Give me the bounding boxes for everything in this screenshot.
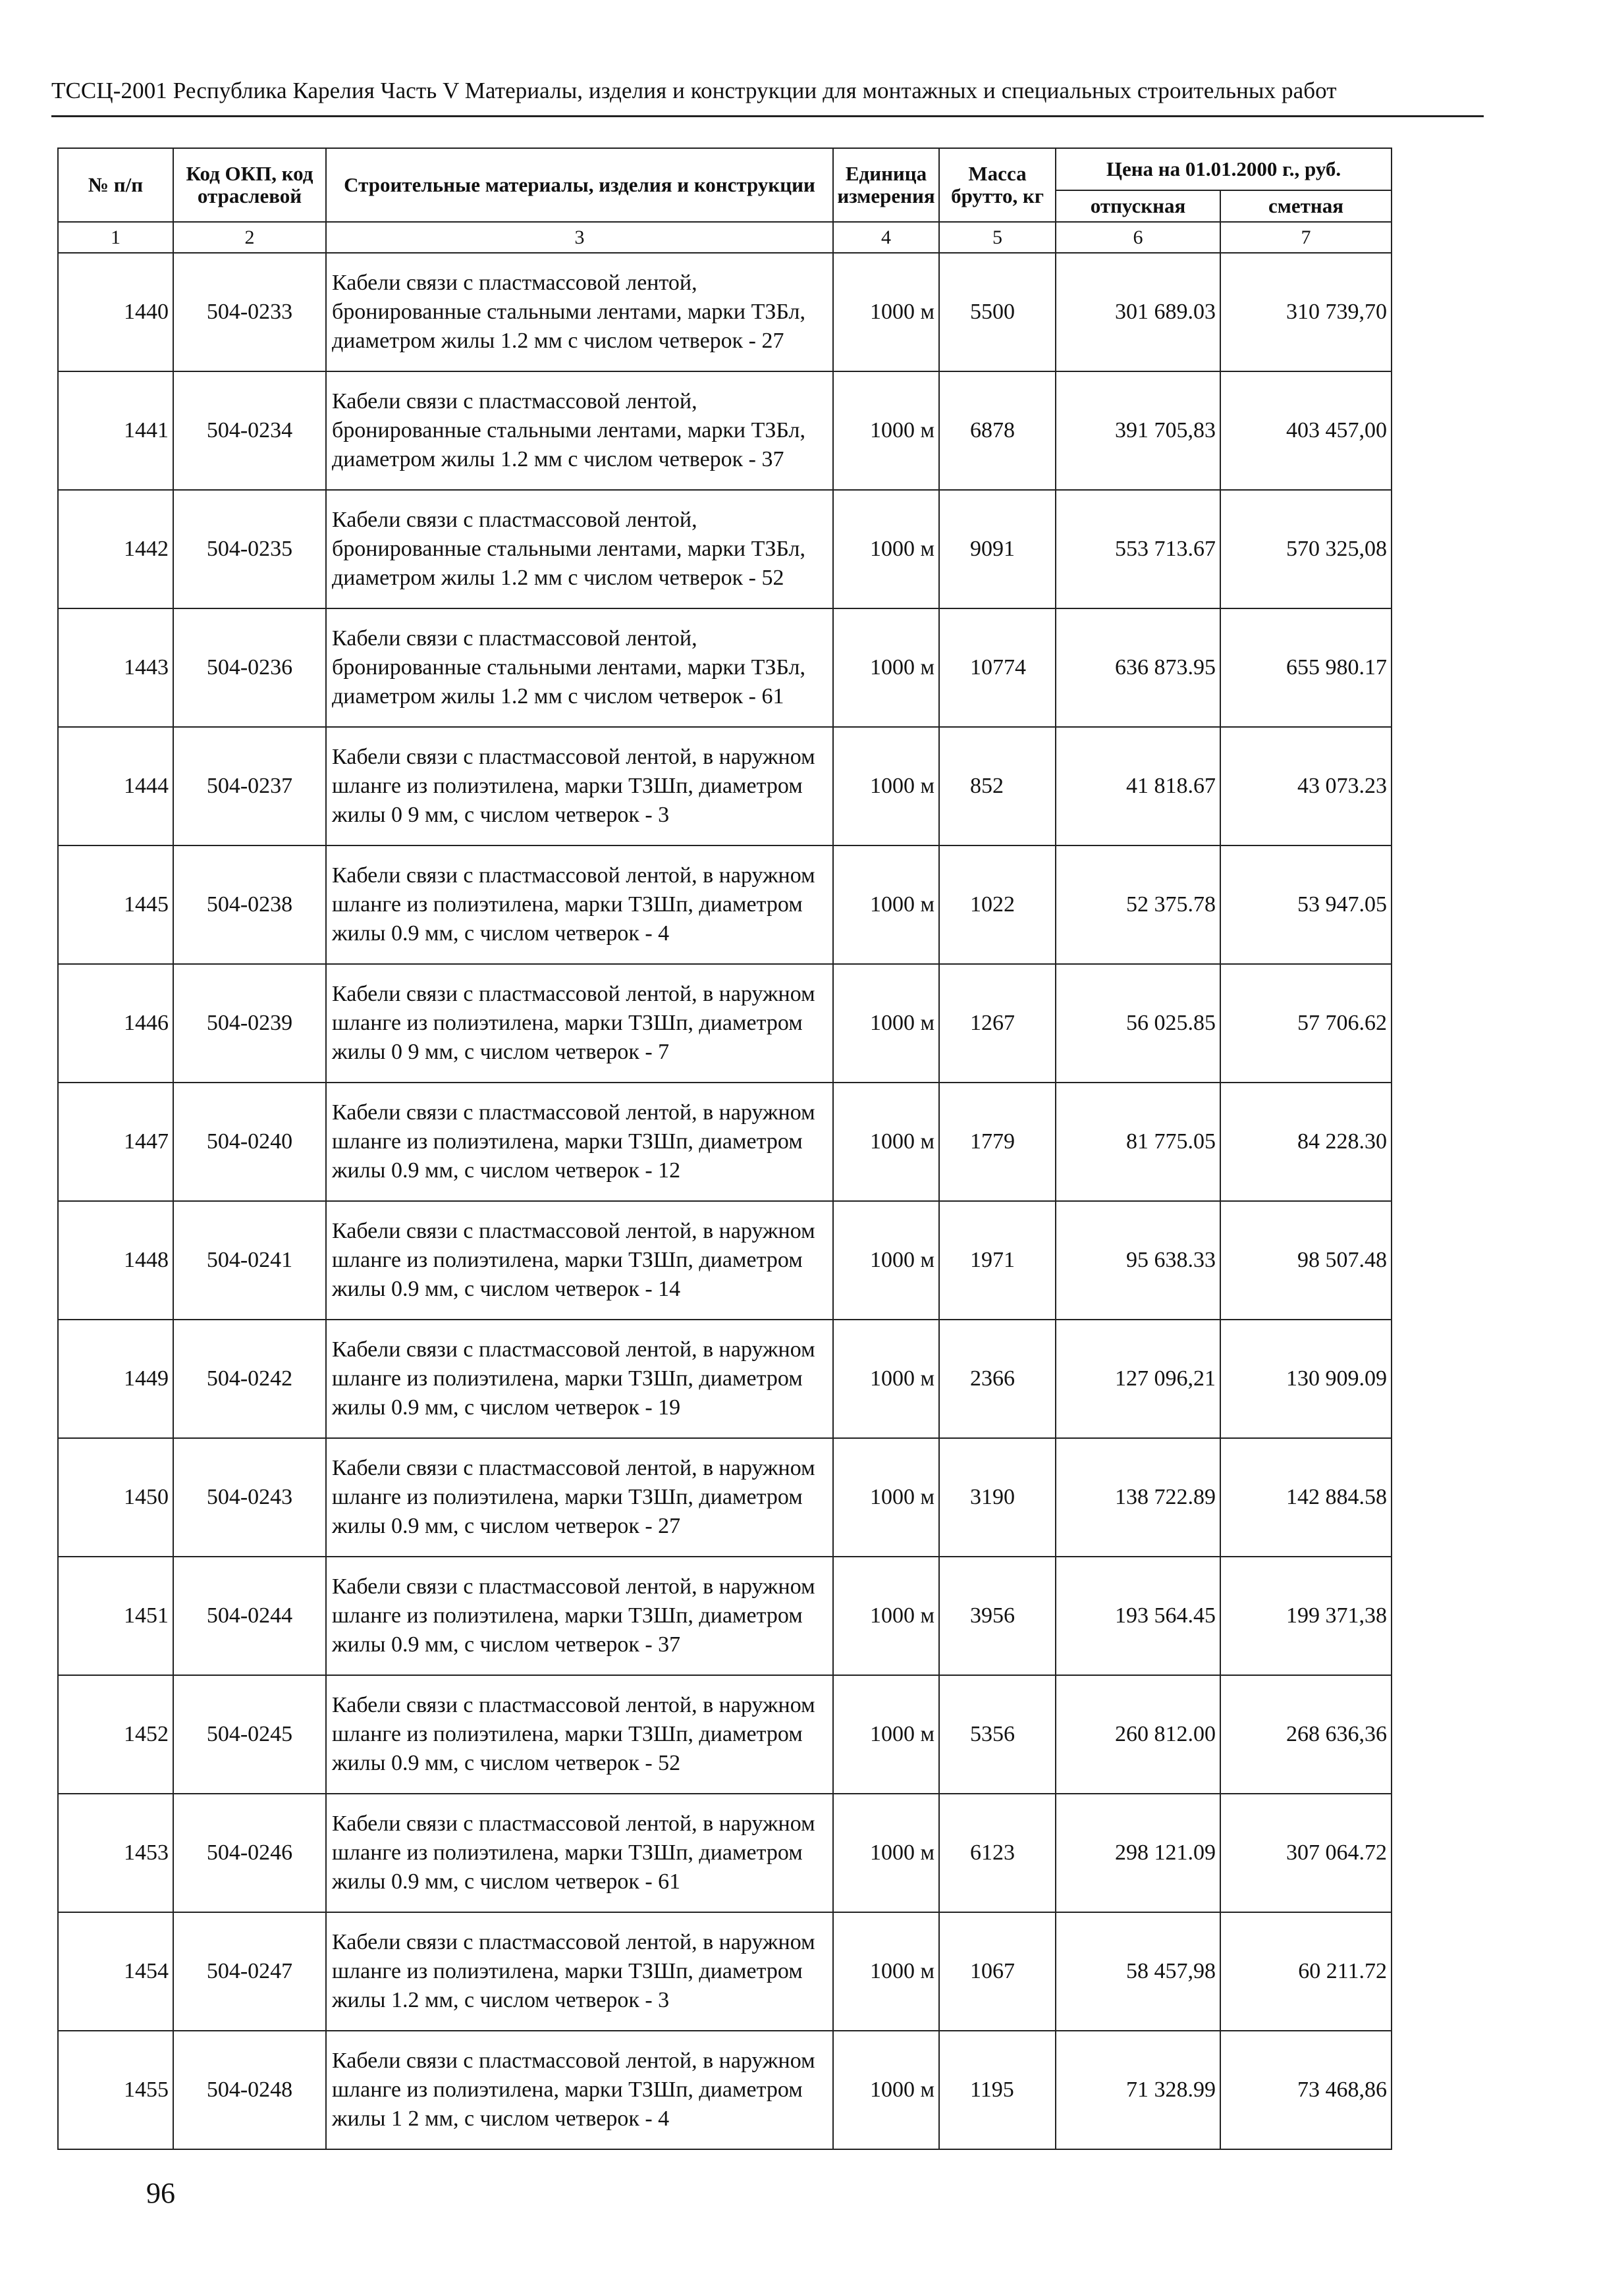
table-row [58, 1794, 1392, 1912]
row-price-estimate: 60 211.72 [1220, 1912, 1392, 2031]
row-code: 504-0237 [173, 727, 326, 845]
row-price-estimate: 310 739,70 [1220, 253, 1392, 371]
row-number: 1452 [58, 1675, 173, 1794]
running-header: ТССЦ-2001 Республика Карелия Часть V Материалы, изделия и конструкции для монтажных и специальных строительных работ [51, 78, 1337, 103]
row-unit: 1000 м [833, 727, 939, 845]
column-number: 6 [1056, 222, 1220, 253]
row-code: 504-0242 [173, 1320, 326, 1438]
table-row [58, 1675, 1392, 1794]
row-material-name: Кабели связи с пластмассовой лентой, в наружном шланге из полиэтилена, марки ТЗШп, диаметром жилы 0.9 мм, с числом четверок - 37 [326, 1557, 833, 1675]
row-price-release: 138 722.89 [1056, 1438, 1220, 1557]
row-mass: 1267 [939, 964, 1056, 1083]
row-code: 504-0239 [173, 964, 326, 1083]
table-row [58, 1438, 1392, 1557]
row-material-name: Кабели связи с пластмассовой лентой, в наружном шланге из полиэтилена, марки ТЗШп, диаметром жилы 0.9 мм, с числом четверок - 12 [326, 1083, 833, 1201]
row-number: 1451 [58, 1557, 173, 1675]
row-price-release: 553 713.67 [1056, 490, 1220, 608]
table-header [58, 148, 1392, 253]
header-unit: Единица измерения [833, 148, 939, 222]
row-code: 504-0246 [173, 1794, 326, 1912]
row-mass: 2366 [939, 1320, 1056, 1438]
row-code: 504-0244 [173, 1557, 326, 1675]
row-price-release: 95 638.33 [1056, 1201, 1220, 1320]
row-price-estimate: 403 457,00 [1220, 371, 1392, 490]
header-row [58, 148, 1392, 190]
row-unit: 1000 м [833, 964, 939, 1083]
row-unit: 1000 м [833, 1083, 939, 1201]
row-code: 504-0247 [173, 1912, 326, 2031]
header-price-release: отпускная [1056, 190, 1220, 222]
table-row [58, 490, 1392, 608]
row-code: 504-0241 [173, 1201, 326, 1320]
table-row [58, 1083, 1392, 1201]
column-number: 5 [939, 222, 1056, 253]
row-mass: 1022 [939, 845, 1056, 964]
row-number: 1448 [58, 1201, 173, 1320]
row-code: 504-0235 [173, 490, 326, 608]
row-material-name: Кабели связи с пластмассовой лентой, в наружном шланге из полиэтилена, марки ТЗШп, диаметром жилы 0.9 мм, с числом четверок - 4 [326, 845, 833, 964]
row-mass: 6123 [939, 1794, 1056, 1912]
header-price-estimate: сметная [1220, 190, 1392, 222]
header-code: Код ОКП, код отраслевой [173, 148, 326, 222]
row-price-release: 58 457,98 [1056, 1912, 1220, 2031]
row-price-release: 193 564.45 [1056, 1557, 1220, 1675]
row-code: 504-0243 [173, 1438, 326, 1557]
column-number: 4 [833, 222, 939, 253]
row-number: 1441 [58, 371, 173, 490]
row-price-estimate: 199 371,38 [1220, 1557, 1392, 1675]
row-price-release: 260 812.00 [1056, 1675, 1220, 1794]
table-row [58, 2031, 1392, 2149]
column-number: 7 [1220, 222, 1392, 253]
table-row [58, 727, 1392, 845]
row-number: 1455 [58, 2031, 173, 2149]
table-row [58, 845, 1392, 964]
row-number: 1444 [58, 727, 173, 845]
row-mass: 1971 [939, 1201, 1056, 1320]
row-price-estimate: 53 947.05 [1220, 845, 1392, 964]
row-material-name: Кабели связи с пластмассовой лентой, в наружном шланге из полиэтилена, марки ТЗШп, диаметром жилы 1.2 мм, с числом четверок - 3 [326, 1912, 833, 2031]
row-price-estimate: 73 468,86 [1220, 2031, 1392, 2149]
row-price-release: 52 375.78 [1056, 845, 1220, 964]
row-price-release: 127 096,21 [1056, 1320, 1220, 1438]
row-unit: 1000 м [833, 1912, 939, 2031]
column-number-row [58, 222, 1392, 253]
row-material-name: Кабели связи с пластмассовой лентой, в наружном шланге из полиэтилена, марки ТЗШп, диаметром жилы 0 9 мм, с числом четверок - 7 [326, 964, 833, 1083]
row-mass: 852 [939, 727, 1056, 845]
table-row [58, 1912, 1392, 2031]
header-name: Строительные материалы, изделия и конструкции [326, 148, 833, 222]
table-row [58, 1201, 1392, 1320]
row-price-release: 636 873.95 [1056, 608, 1220, 727]
row-price-release: 298 121.09 [1056, 1794, 1220, 1912]
table-body [58, 253, 1392, 2149]
row-mass: 10774 [939, 608, 1056, 727]
row-number: 1440 [58, 253, 173, 371]
row-code: 504-0233 [173, 253, 326, 371]
row-material-name: Кабели связи с пластмассовой лентой, бронированные стальными лентами, марки ТЗБл, диаметром жилы 1.2 мм с числом четверок - 27 [326, 253, 833, 371]
row-number: 1445 [58, 845, 173, 964]
row-mass: 5500 [939, 253, 1056, 371]
row-material-name: Кабели связи с пластмассовой лентой, бронированные стальными лентами, марки ТЗБл, диаметром жилы 1.2 мм с числом четверок - 37 [326, 371, 833, 490]
row-price-estimate: 655 980.17 [1220, 608, 1392, 727]
row-price-release: 41 818.67 [1056, 727, 1220, 845]
row-material-name: Кабели связи с пластмассовой лентой, в наружном шланге из полиэтилена, марки ТЗШп, диаметром жилы 0 9 мм, с числом четверок - 3 [326, 727, 833, 845]
row-unit: 1000 м [833, 845, 939, 964]
row-unit: 1000 м [833, 1201, 939, 1320]
row-price-release: 71 328.99 [1056, 2031, 1220, 2149]
row-unit: 1000 м [833, 608, 939, 727]
row-price-release: 56 025.85 [1056, 964, 1220, 1083]
row-code: 504-0248 [173, 2031, 326, 2149]
row-material-name: Кабели связи с пластмассовой лентой, в наружном шланге из полиэтилена, марки ТЗШп, диаметром жилы 0.9 мм, с числом четверок - 61 [326, 1794, 833, 1912]
header-price-group: Цена на 01.01.2000 г., руб. [1056, 148, 1392, 190]
row-unit: 1000 м [833, 1675, 939, 1794]
row-number: 1449 [58, 1320, 173, 1438]
row-material-name: Кабели связи с пластмассовой лентой, бронированные стальными лентами, марки ТЗБл, диаметром жилы 1.2 мм с числом четверок - 52 [326, 490, 833, 608]
header-mass: Масса брутто, кг [939, 148, 1056, 222]
page-number: 96 [146, 2177, 175, 2209]
row-unit: 1000 м [833, 253, 939, 371]
row-material-name: Кабели связи с пластмассовой лентой, в наружном шланге из полиэтилена, марки ТЗШп, диаметром жилы 1 2 мм, с числом четверок - 4 [326, 2031, 833, 2149]
row-material-name: Кабели связи с пластмассовой лентой, в наружном шланге из полиэтилена, марки ТЗШп, диаметром жилы 0.9 мм, с числом четверок - 27 [326, 1438, 833, 1557]
table-row [58, 964, 1392, 1083]
row-number: 1447 [58, 1083, 173, 1201]
row-price-release: 81 775.05 [1056, 1083, 1220, 1201]
row-unit: 1000 м [833, 2031, 939, 2149]
row-unit: 1000 м [833, 1794, 939, 1912]
row-price-estimate: 268 636,36 [1220, 1675, 1392, 1794]
row-price-release: 391 705,83 [1056, 371, 1220, 490]
row-material-name: Кабели связи с пластмассовой лентой, в наружном шланге из полиэтилена, марки ТЗШп, диаметром жилы 0.9 мм, с числом четверок - 14 [326, 1201, 833, 1320]
row-number: 1446 [58, 964, 173, 1083]
row-price-estimate: 98 507.48 [1220, 1201, 1392, 1320]
row-unit: 1000 м [833, 1320, 939, 1438]
row-code: 504-0236 [173, 608, 326, 727]
row-number: 1454 [58, 1912, 173, 2031]
row-price-release: 301 689.03 [1056, 253, 1220, 371]
row-mass: 1779 [939, 1083, 1056, 1201]
row-number: 1443 [58, 608, 173, 727]
row-price-estimate: 307 064.72 [1220, 1794, 1392, 1912]
row-material-name: Кабели связи с пластмассовой лентой, бронированные стальными лентами, марки ТЗБл, диаметром жилы 1.2 мм с числом четверок - 61 [326, 608, 833, 727]
table-row [58, 1320, 1392, 1438]
header-num: № п/п [58, 148, 173, 222]
row-code: 504-0245 [173, 1675, 326, 1794]
row-price-estimate: 570 325,08 [1220, 490, 1392, 608]
row-price-estimate: 43 073.23 [1220, 727, 1392, 845]
table-row [58, 253, 1392, 371]
table-row [58, 608, 1392, 727]
row-number: 1450 [58, 1438, 173, 1557]
row-code: 504-0238 [173, 845, 326, 964]
row-mass: 3190 [939, 1438, 1056, 1557]
row-unit: 1000 м [833, 371, 939, 490]
row-price-estimate: 84 228.30 [1220, 1083, 1392, 1201]
row-code: 504-0240 [173, 1083, 326, 1201]
row-material-name: Кабели связи с пластмассовой лентой, в наружном шланге из полиэтилена, марки ТЗШп, диаметром жилы 0.9 мм, с числом четверок - 52 [326, 1675, 833, 1794]
row-price-estimate: 142 884.58 [1220, 1438, 1392, 1557]
column-number: 1 [58, 222, 173, 253]
row-code: 504-0234 [173, 371, 326, 490]
row-mass: 1067 [939, 1912, 1056, 2031]
row-unit: 1000 м [833, 490, 939, 608]
table-row [58, 371, 1392, 490]
column-number: 3 [326, 222, 833, 253]
row-unit: 1000 м [833, 1557, 939, 1675]
table-row [58, 1557, 1392, 1675]
row-number: 1442 [58, 490, 173, 608]
row-mass: 5356 [939, 1675, 1056, 1794]
row-number: 1453 [58, 1794, 173, 1912]
header-rule [51, 115, 1484, 117]
row-mass: 3956 [939, 1557, 1056, 1675]
row-price-estimate: 130 909.09 [1220, 1320, 1392, 1438]
row-mass: 6878 [939, 371, 1056, 490]
row-unit: 1000 м [833, 1438, 939, 1557]
row-material-name: Кабели связи с пластмассовой лентой, в наружном шланге из полиэтилена, марки ТЗШп, диаметром жилы 0.9 мм, с числом четверок - 19 [326, 1320, 833, 1438]
row-mass: 1195 [939, 2031, 1056, 2149]
price-table [57, 147, 1392, 2150]
row-mass: 9091 [939, 490, 1056, 608]
row-price-estimate: 57 706.62 [1220, 964, 1392, 1083]
column-number: 2 [173, 222, 326, 253]
